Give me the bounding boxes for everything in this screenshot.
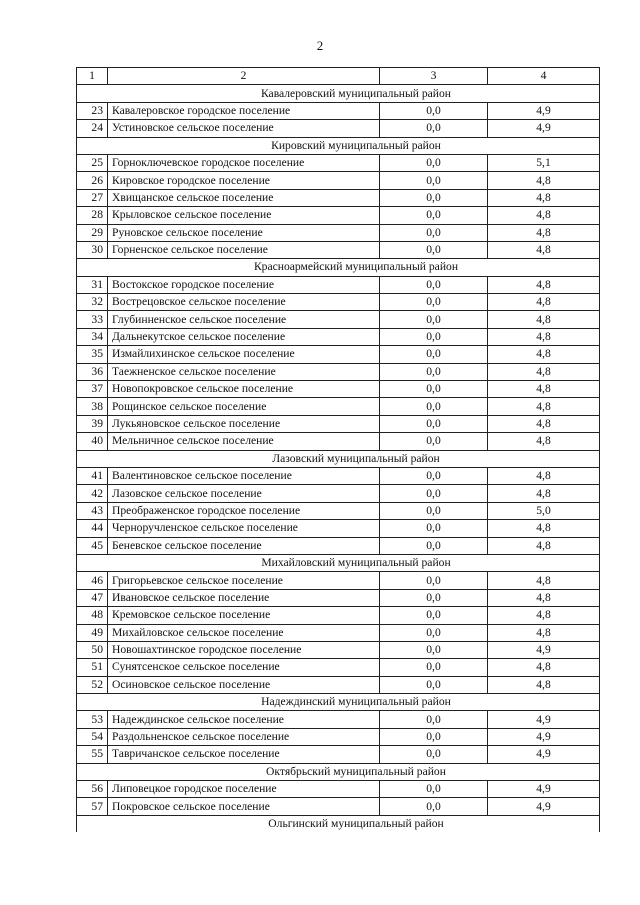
- table-row: [77, 798, 600, 815]
- header-col-3: 3: [380, 68, 488, 85]
- value-col-4: 4,9: [488, 641, 600, 658]
- table-row: [77, 363, 600, 380]
- table-row: [77, 641, 600, 658]
- value-col-4: 4,8: [488, 607, 600, 624]
- value-col-3: 0,0: [380, 189, 488, 206]
- row-number: 46: [77, 572, 108, 589]
- district-header-row: [77, 259, 600, 276]
- settlement-name: Лазовское сельское поселение: [108, 485, 380, 502]
- settlement-name: Липовецкое городское поселение: [108, 781, 380, 798]
- value-col-3: 0,0: [380, 172, 488, 189]
- value-col-3: 0,0: [380, 467, 488, 484]
- table-row: [77, 589, 600, 606]
- table-row: [77, 102, 600, 119]
- value-col-4: 4,8: [488, 276, 600, 293]
- district-name: Лазовский муниципальный район: [77, 450, 600, 467]
- row-number: 39: [77, 415, 108, 432]
- settlement-name: Григорьевское сельское поселение: [108, 572, 380, 589]
- settlement-name: Горноключевское городское поселение: [108, 154, 380, 171]
- table-row: [77, 224, 600, 241]
- settlement-name: Горненское сельское поселение: [108, 241, 380, 258]
- district-name: Октябрьский муниципальный район: [77, 763, 600, 780]
- row-number: 51: [77, 659, 108, 676]
- settlement-name: Ивановское сельское поселение: [108, 589, 380, 606]
- value-col-4: 4,8: [488, 467, 600, 484]
- settlement-name: Вострецовское сельское поселение: [108, 294, 380, 311]
- table-row: [77, 398, 600, 415]
- row-number: 38: [77, 398, 108, 415]
- header-col-4: 4: [488, 68, 600, 85]
- settlement-name: Раздольненское сельское поселение: [108, 728, 380, 745]
- value-col-3: 0,0: [380, 659, 488, 676]
- value-col-3: 0,0: [380, 641, 488, 658]
- settlement-name: Новопокровское сельское поселение: [108, 381, 380, 398]
- district-header-row: [77, 85, 600, 102]
- value-col-4: 4,8: [488, 415, 600, 432]
- table-header-row: [77, 68, 600, 85]
- district-header-row: [77, 694, 600, 711]
- table-row: [77, 676, 600, 693]
- settlement-name: Валентиновское сельское поселение: [108, 467, 380, 484]
- row-number: 30: [77, 241, 108, 258]
- value-col-4: 4,8: [488, 589, 600, 606]
- value-col-3: 0,0: [380, 207, 488, 224]
- value-col-4: 4,9: [488, 102, 600, 119]
- settlement-name: Новошахтинское городское поселение: [108, 641, 380, 658]
- district-name: Красноармейский муниципальный район: [77, 259, 600, 276]
- value-col-3: 0,0: [380, 485, 488, 502]
- value-col-3: 0,0: [380, 520, 488, 537]
- table-row: [77, 120, 600, 137]
- table-row: [77, 746, 600, 763]
- value-col-4: 4,8: [488, 363, 600, 380]
- row-number: 26: [77, 172, 108, 189]
- value-col-4: 4,8: [488, 676, 600, 693]
- value-col-4: 4,9: [488, 781, 600, 798]
- value-col-4: 5,1: [488, 154, 600, 171]
- value-col-3: 0,0: [380, 537, 488, 554]
- settlement-name: Покровское сельское поселение: [108, 798, 380, 815]
- district-name: Надеждинский муниципальный район: [77, 694, 600, 711]
- value-col-4: 4,9: [488, 798, 600, 815]
- value-col-3: 0,0: [380, 328, 488, 345]
- value-col-4: 4,8: [488, 520, 600, 537]
- value-col-3: 0,0: [380, 624, 488, 641]
- table-row: [77, 711, 600, 728]
- settlement-name: Мельничное сельское поселение: [108, 433, 380, 450]
- value-col-4: 4,8: [488, 172, 600, 189]
- value-col-4: 4,8: [488, 659, 600, 676]
- settlement-name: Устиновское сельское поселение: [108, 120, 380, 137]
- settlement-name: Черноручленское сельское поселение: [108, 520, 380, 537]
- settlement-name: Кировское городское поселение: [108, 172, 380, 189]
- row-number: 23: [77, 102, 108, 119]
- table-row: [77, 154, 600, 171]
- table-row: [77, 624, 600, 641]
- value-col-4: 4,8: [488, 537, 600, 554]
- value-col-4: 5,0: [488, 502, 600, 519]
- settlement-name: Преображенское городское поселение: [108, 502, 380, 519]
- table-row: [77, 520, 600, 537]
- settlement-name: Хвищанское сельское поселение: [108, 189, 380, 206]
- row-number: 28: [77, 207, 108, 224]
- table-row: [77, 485, 600, 502]
- district-header-row: [77, 450, 600, 467]
- table-row: [77, 241, 600, 258]
- row-number: 49: [77, 624, 108, 641]
- row-number: 37: [77, 381, 108, 398]
- value-col-3: 0,0: [380, 276, 488, 293]
- table-row: [77, 328, 600, 345]
- row-number: 52: [77, 676, 108, 693]
- row-number: 41: [77, 467, 108, 484]
- table-row: [77, 433, 600, 450]
- value-col-3: 0,0: [380, 676, 488, 693]
- value-col-3: 0,0: [380, 154, 488, 171]
- settlement-name: Кавалеровское городское поселение: [108, 102, 380, 119]
- row-number: 34: [77, 328, 108, 345]
- value-col-4: 4,8: [488, 572, 600, 589]
- row-number: 24: [77, 120, 108, 137]
- row-number: 32: [77, 294, 108, 311]
- value-col-3: 0,0: [380, 224, 488, 241]
- row-number: 35: [77, 346, 108, 363]
- table-row: [77, 537, 600, 554]
- settlement-name: Осиновское сельское поселение: [108, 676, 380, 693]
- table-row: [77, 415, 600, 432]
- district-header-row: [77, 554, 600, 571]
- table-row: [77, 207, 600, 224]
- value-col-3: 0,0: [380, 346, 488, 363]
- settlement-name: Крыловское сельское поселение: [108, 207, 380, 224]
- settlement-name: Глубинненское сельское поселение: [108, 311, 380, 328]
- row-number: 50: [77, 641, 108, 658]
- value-col-3: 0,0: [380, 241, 488, 258]
- value-col-3: 0,0: [380, 572, 488, 589]
- table-row: [77, 189, 600, 206]
- table-row: [77, 607, 600, 624]
- table-row: [77, 502, 600, 519]
- value-col-4: 4,8: [488, 433, 600, 450]
- row-number: 47: [77, 589, 108, 606]
- value-col-3: 0,0: [380, 798, 488, 815]
- value-col-3: 0,0: [380, 746, 488, 763]
- settlement-name: Лукьяновское сельское поселение: [108, 415, 380, 432]
- table-row: [77, 346, 600, 363]
- table-row: [77, 294, 600, 311]
- value-col-3: 0,0: [380, 311, 488, 328]
- row-number: 33: [77, 311, 108, 328]
- row-number: 25: [77, 154, 108, 171]
- header-col-1: 1: [77, 68, 108, 85]
- page-number: 2: [316, 38, 324, 53]
- row-number: 27: [77, 189, 108, 206]
- value-col-4: 4,9: [488, 120, 600, 137]
- row-number: 29: [77, 224, 108, 241]
- settlement-name: Беневское сельское поселение: [108, 537, 380, 554]
- table-row: [77, 381, 600, 398]
- settlement-name: Кремовское сельское поселение: [108, 607, 380, 624]
- row-number: 45: [77, 537, 108, 554]
- district-name: Михайловский муниципальный район: [77, 554, 600, 571]
- district-name: Кавалеровский муниципальный район: [77, 85, 600, 102]
- value-col-3: 0,0: [380, 728, 488, 745]
- row-number: 31: [77, 276, 108, 293]
- settlement-name: Руновское сельское поселение: [108, 224, 380, 241]
- value-col-4: 4,9: [488, 711, 600, 728]
- settlement-name: Востокское городское поселение: [108, 276, 380, 293]
- value-col-3: 0,0: [380, 102, 488, 119]
- table-row: [77, 781, 600, 798]
- settlement-name: Надеждинское сельское поселение: [108, 711, 380, 728]
- settlements-table: [76, 67, 600, 832]
- value-col-4: 4,8: [488, 346, 600, 363]
- settlement-name: Михайловское сельское поселение: [108, 624, 380, 641]
- value-col-3: 0,0: [380, 294, 488, 311]
- value-col-4: 4,8: [488, 207, 600, 224]
- row-number: 56: [77, 781, 108, 798]
- row-number: 42: [77, 485, 108, 502]
- row-number: 36: [77, 363, 108, 380]
- value-col-4: 4,8: [488, 485, 600, 502]
- row-number: 55: [77, 746, 108, 763]
- value-col-4: 4,8: [488, 328, 600, 345]
- value-col-3: 0,0: [380, 502, 488, 519]
- table-row: [77, 467, 600, 484]
- table-row: [77, 311, 600, 328]
- value-col-4: 4,9: [488, 728, 600, 745]
- table-row: [77, 659, 600, 676]
- settlement-name: Тавричанское сельское поселение: [108, 746, 380, 763]
- value-col-3: 0,0: [380, 433, 488, 450]
- district-header-row: [77, 815, 600, 832]
- value-col-3: 0,0: [380, 363, 488, 380]
- settlement-name: Рощинское сельское поселение: [108, 398, 380, 415]
- value-col-3: 0,0: [380, 415, 488, 432]
- settlement-name: Сунятсенское сельское поселение: [108, 659, 380, 676]
- settlement-name: Измайлихинское сельское поселение: [108, 346, 380, 363]
- value-col-4: 4,8: [488, 224, 600, 241]
- value-col-3: 0,0: [380, 381, 488, 398]
- table-row: [77, 572, 600, 589]
- row-number: 40: [77, 433, 108, 450]
- district-name: Ольгинский муниципальный район: [77, 815, 600, 832]
- row-number: 53: [77, 711, 108, 728]
- value-col-4: 4,8: [488, 294, 600, 311]
- table-row: [77, 728, 600, 745]
- settlement-name: Таежненское сельское поселение: [108, 363, 380, 380]
- table-row: [77, 276, 600, 293]
- value-col-3: 0,0: [380, 589, 488, 606]
- value-col-3: 0,0: [380, 607, 488, 624]
- header-col-2: 2: [108, 68, 380, 85]
- row-number: 44: [77, 520, 108, 537]
- value-col-3: 0,0: [380, 398, 488, 415]
- value-col-4: 4,8: [488, 398, 600, 415]
- value-col-3: 0,0: [380, 781, 488, 798]
- value-col-3: 0,0: [380, 711, 488, 728]
- settlement-name: Дальнекутское сельское поселение: [108, 328, 380, 345]
- value-col-4: 4,9: [488, 746, 600, 763]
- value-col-4: 4,8: [488, 624, 600, 641]
- district-name: Кировский муниципальный район: [77, 137, 600, 154]
- row-number: 48: [77, 607, 108, 624]
- value-col-4: 4,8: [488, 381, 600, 398]
- value-col-4: 4,8: [488, 189, 600, 206]
- table-row: [77, 172, 600, 189]
- row-number: 57: [77, 798, 108, 815]
- row-number: 43: [77, 502, 108, 519]
- value-col-4: 4,8: [488, 241, 600, 258]
- district-header-row: [77, 137, 600, 154]
- value-col-4: 4,8: [488, 311, 600, 328]
- value-col-3: 0,0: [380, 120, 488, 137]
- row-number: 54: [77, 728, 108, 745]
- district-header-row: [77, 763, 600, 780]
